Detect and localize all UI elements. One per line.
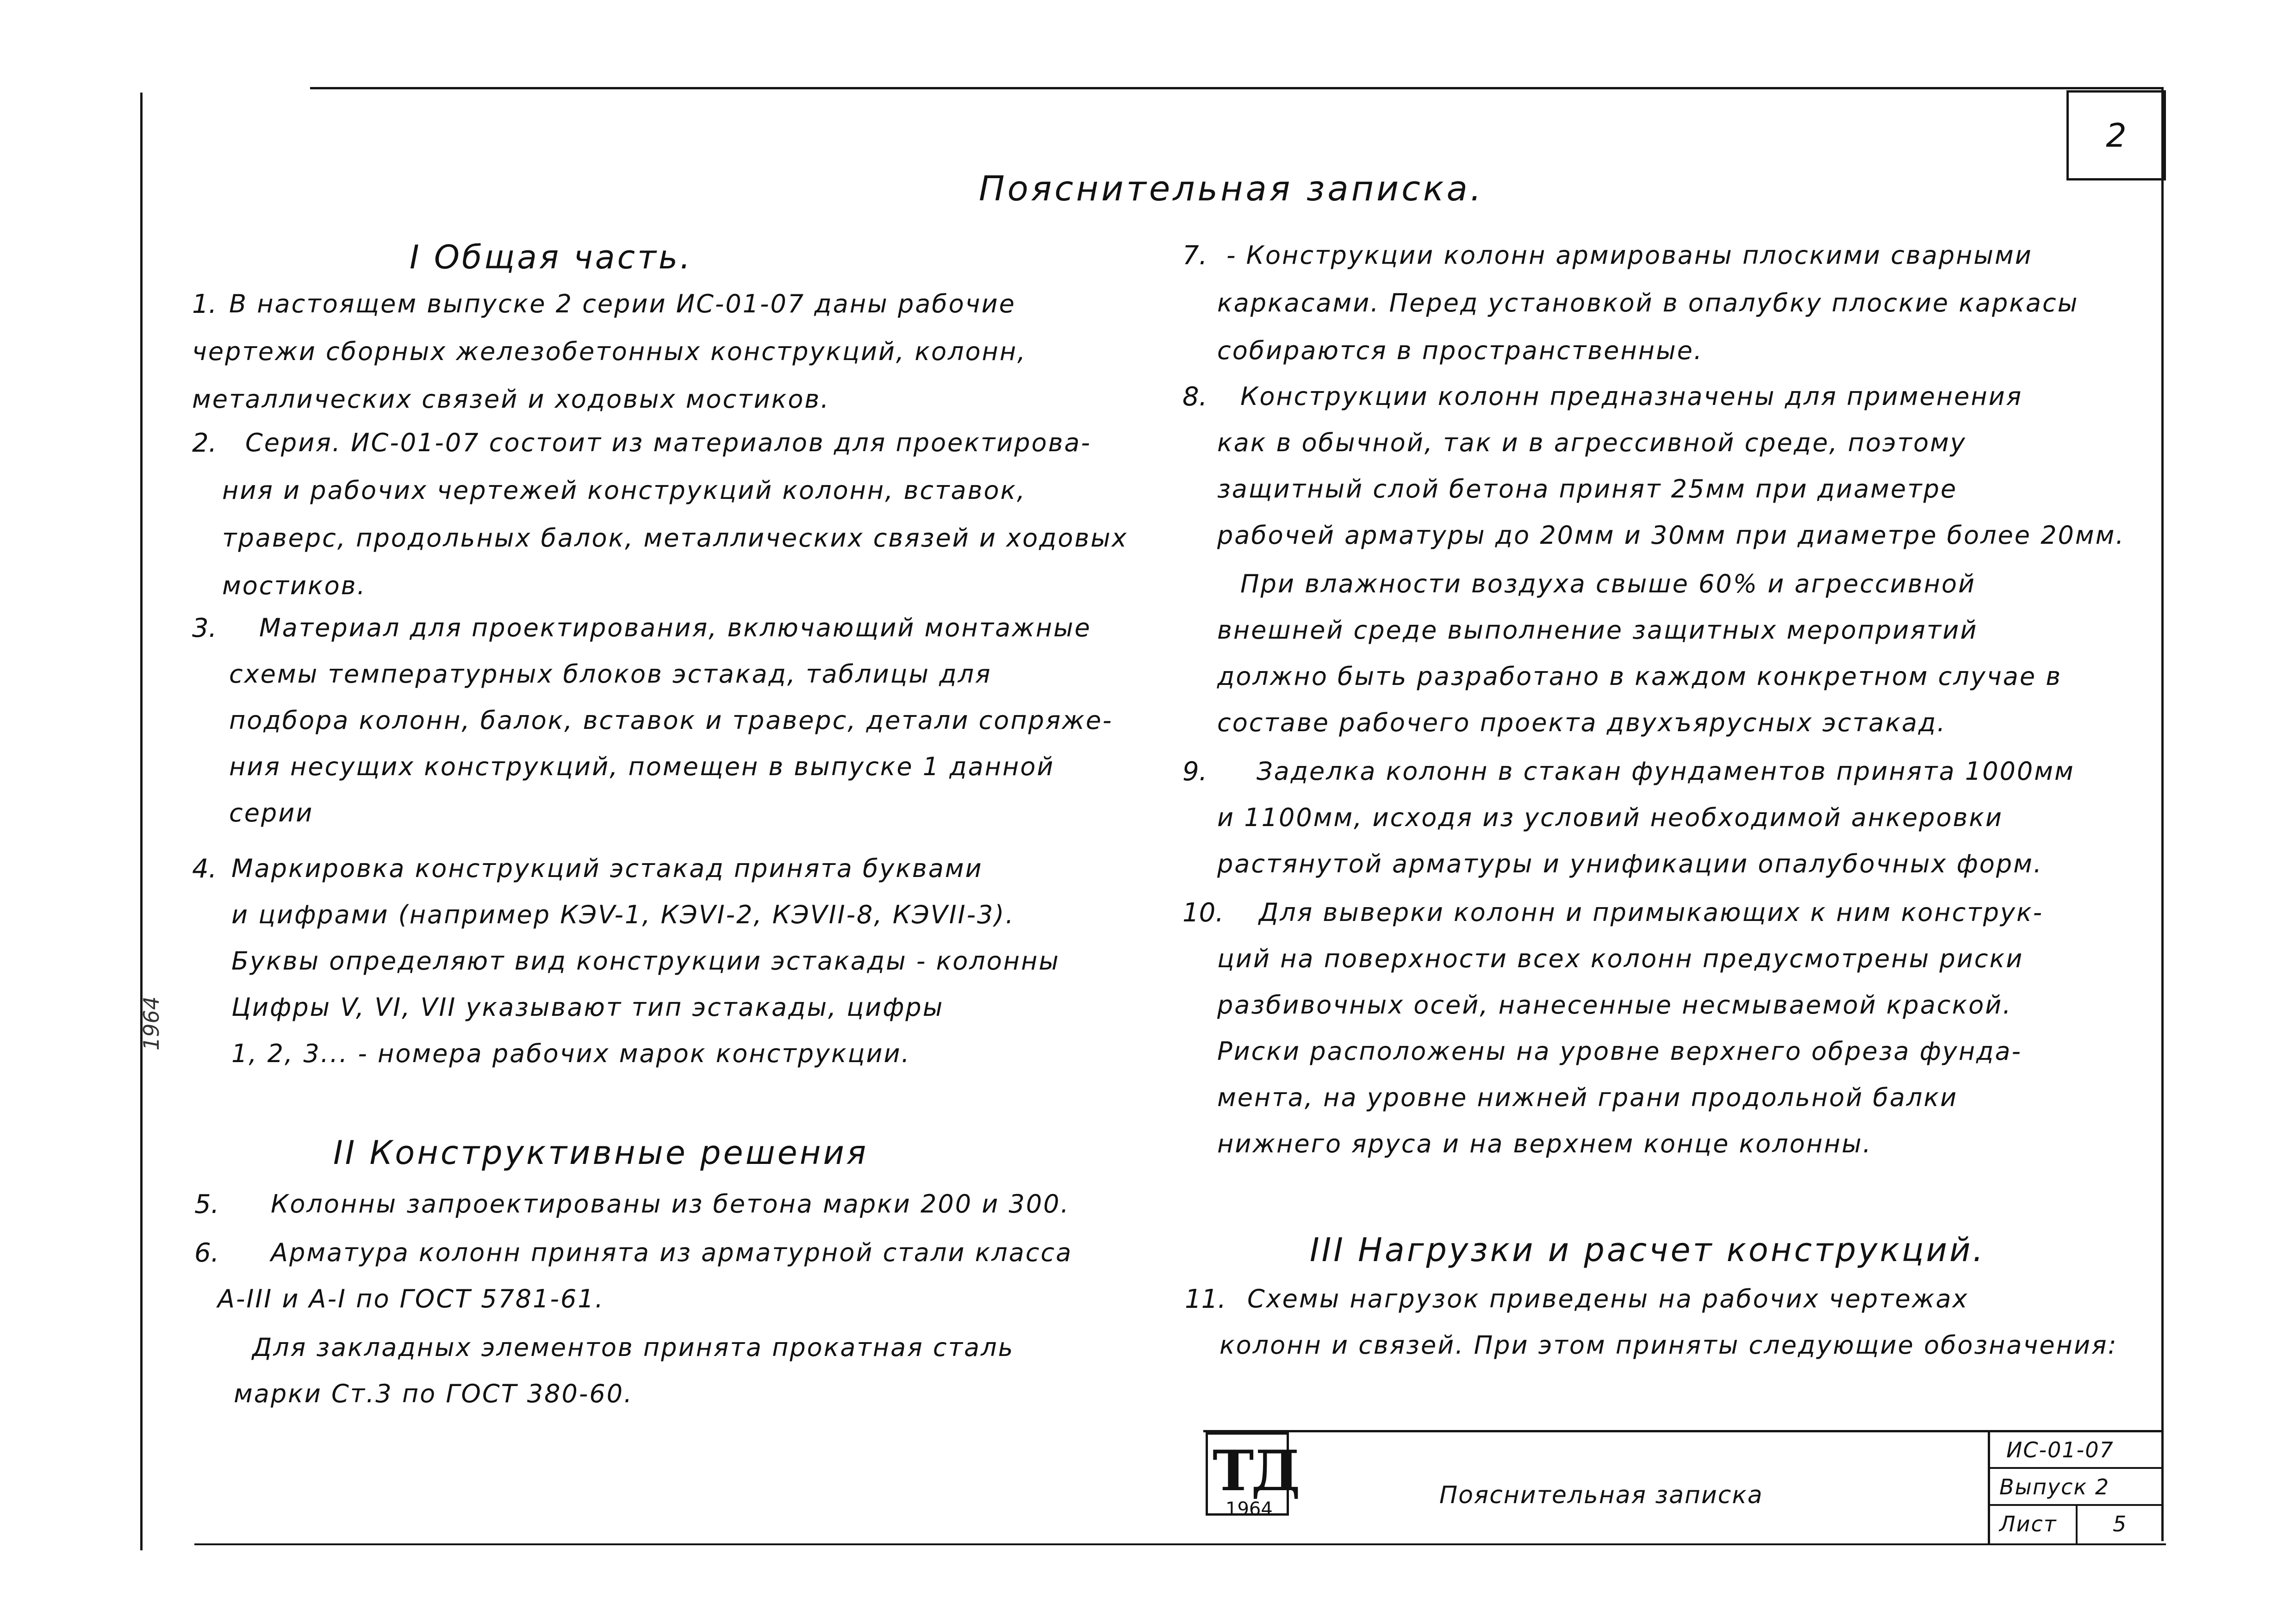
paragraph-line: чертежи сборных железобетонных конструкций, колонн, [192,337,1027,366]
paragraph-number: 8. [1182,382,1207,412]
paragraph-line: схемы температурных блоков эстакад, таблицы для [229,659,992,689]
paragraph-line: должно быть разработано в каждом конкретном случае в [1217,662,2062,691]
paragraph-line: Цифры V, VI, VII указывают тип эстакады, цифры [231,993,944,1022]
paragraph-line: Серия. ИС-01-07 состоит из материалов для проектирова- [245,428,1092,457]
title-block-doc-name: Пояснительная записка [1439,1481,1763,1509]
paragraph-line: колонн и связей. При этом приняты следующие обозначения: [1220,1331,2118,1360]
paragraph-line: Для закладных элементов принята прокатная сталь [252,1333,1014,1362]
paragraph-line: 1, 2, 3... - номера рабочих марок конструкции. [231,1039,911,1068]
paragraph-line: серии [229,798,314,827]
paragraph-number: 6. [194,1238,219,1268]
organization-logo [1206,1432,1298,1520]
paragraph-line: - Конструкции колонн армированы плоскими сварными [1226,241,2033,270]
paragraph-line: Арматура колонн принята из арматурной стали класса [271,1238,1073,1267]
paragraph-line: и цифрами (например КЭV-1, КЭVI-2, КЭVII-8, КЭVII-3). [231,900,1015,929]
paragraph-line: подбора колонн, балок, вставок и траверс, детали сопряже- [229,706,1113,735]
paragraph-line: и 1100мм, исходя из условий необходимой анкеровки [1217,803,2004,832]
paragraph-line: Заделка колонн в стакан фундаментов принята 1000мм [1257,757,2075,786]
title-block-top-line [1203,1430,2164,1432]
paragraph-line: металлических связей и ходовых мостиков. [192,385,830,414]
paragraph-number: 4. [192,854,217,884]
paragraph-line: нижнего яруса и на верхнем конце колонны. [1217,1129,1873,1158]
right-border [2161,88,2164,1541]
paragraph-line: Схемы нагрузок приведены на рабочих чертежах [1247,1284,1969,1313]
title-block-series: ИС-01-07 [2006,1437,2114,1462]
top-border [310,87,2164,89]
logo-text: ТД [1213,1438,1298,1504]
paragraph-number: 2. [192,428,217,458]
left-border [140,93,143,1550]
paragraph-line: как в обычной, так и в агрессивной среде, поэтому [1217,428,1966,457]
paragraph-line: В настоящем выпуске 2 серии ИС-01-07 даны рабочие [229,289,1016,318]
paragraph-number: 3. [192,613,217,643]
paragraph-number: 5. [194,1189,219,1219]
paragraph-number: 9. [1182,757,1207,787]
paragraph-line: Материал для проектирования, включающий монтажные [259,613,1091,642]
paragraph-number: 11. [1185,1284,1226,1314]
paragraph-line: рабочей арматуры до 20мм и 30мм при диаметре более 20мм. [1217,521,2125,550]
paragraph-line: марки Ст.3 по ГОСТ 380-60. [234,1379,634,1408]
title-block-sheet-number: 5 [2113,1511,2128,1536]
paragraph-line: Риски расположены на уровне верхнего обреза фунда- [1217,1037,2022,1066]
paragraph-line: А-III и А-I по ГОСТ 5781-61. [218,1284,604,1313]
paragraph-line: Маркировка конструкций эстакад принята буквами [231,854,983,883]
paragraph-line: Буквы определяют вид конструкции эстакады - колонны [231,946,1060,976]
paragraph-line: траверс, продольных балок, металлических связей и ходовых [222,523,1128,553]
title-block-sheet-divider [2076,1504,2078,1543]
section-heading-design: II Конструктивные решения [333,1134,869,1172]
title-block-sheet-label: Лист [1999,1511,2057,1536]
title-block-divider [1988,1430,1990,1543]
paragraph-line: составе рабочего проекта двухъярусных эстакад. [1217,708,1947,737]
page-number: 2 [2066,90,2166,180]
paragraph-line: При влажности воздуха свыше 60% и агрессивной [1240,569,1976,598]
paragraph-line: разбивочных осей, нанесенные несмываемой краской. [1217,990,2012,1020]
bottom-border [194,1543,2166,1545]
paragraph-line: растянутой арматуры и унификации опалубочных форм. [1217,849,2043,878]
paragraph-number: 1. [192,289,217,319]
paragraph-line: каркасами. Перед установкой в опалубку плоские каркасы [1217,288,2079,317]
logo-year: 1964 [1226,1499,1273,1520]
paragraph-line: защитный слой бетона принят 25мм при диаметре [1217,474,1958,504]
paragraph-line: Колонны запроектированы из бетона марки 200 и 300. [271,1189,1070,1219]
paragraph-line: внешней среде выполнение защитных мероприятий [1217,616,1978,645]
title-block-row-line [1988,1467,2164,1469]
paragraph-line: собираются в пространственные. [1217,336,1704,365]
section-heading-loads: III Нагрузки и расчет конструкций. [1310,1231,1985,1269]
paragraph-number: 10. [1182,898,1224,928]
paragraph-line: Конструкции колонн предназначены для применения [1240,382,2023,411]
section-heading-general: I Общая часть. [410,238,693,276]
paragraph-line: мостиков. [222,571,367,600]
paragraph-line: мента, на уровне нижней грани продольной балки [1217,1083,1958,1112]
document-title: Пояснительная записка. [979,169,1484,209]
paragraph-line: ния и рабочих чертежей конструкций колонн, вставок, [222,476,1027,505]
paragraph-number: 7. [1182,241,1207,271]
paragraph-line: ций на поверхности всех колонн предусмотрены риски [1217,944,2024,973]
title-block-issue: Выпуск 2 [1999,1474,2110,1499]
paragraph-line: Для выверки колонн и примыкающих к ним конструк- [1259,898,2044,927]
margin-note: 1964 [139,996,164,1051]
paragraph-line: ния несущих конструкций, помещен в выпуске 1 данной [229,752,1055,781]
